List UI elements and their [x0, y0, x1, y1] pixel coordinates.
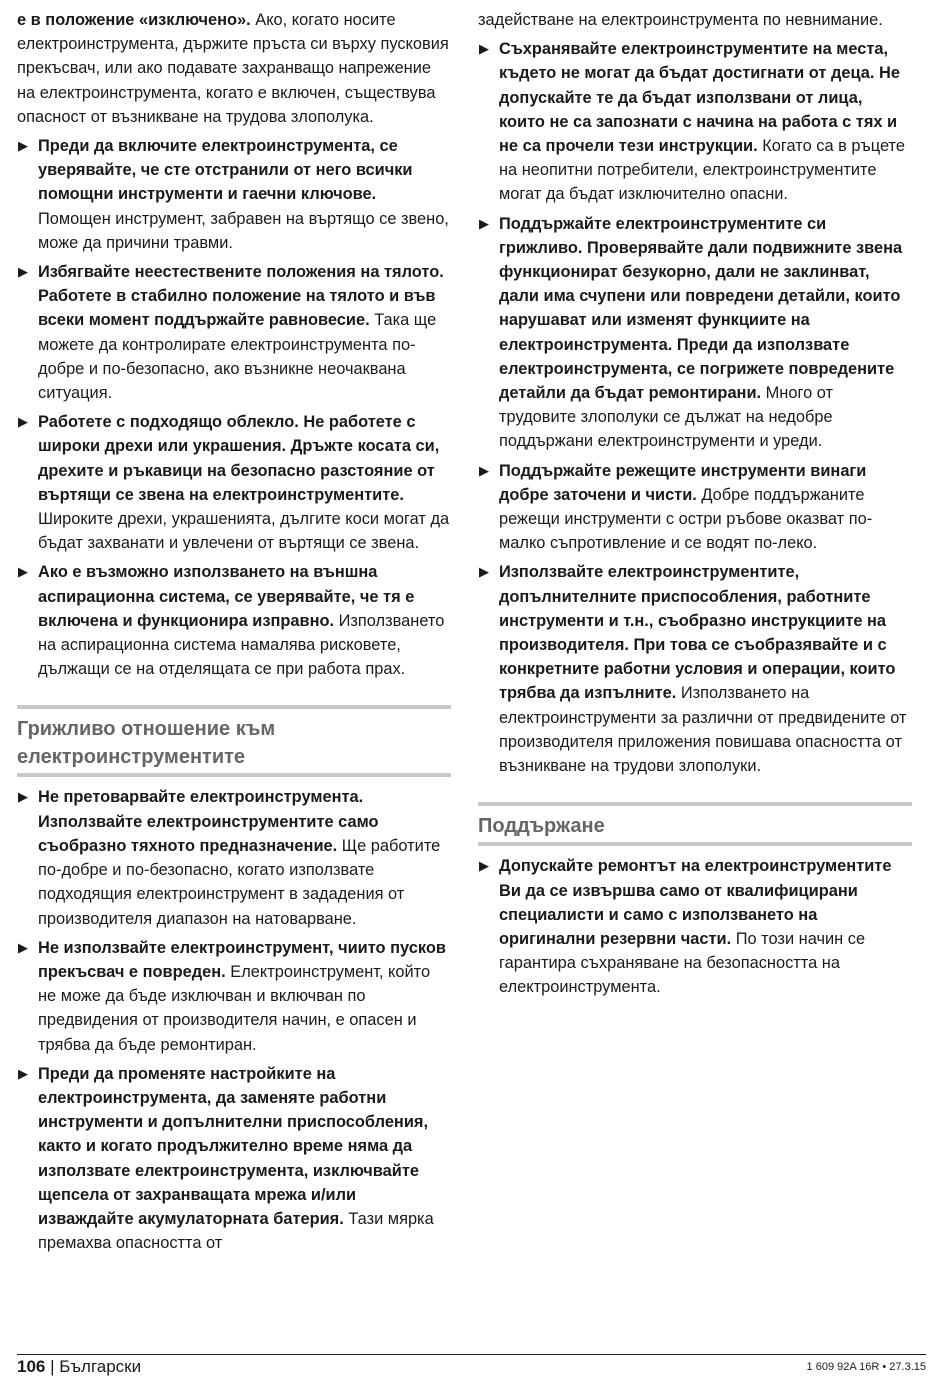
bullet-arrow-icon: ▶	[479, 858, 489, 874]
bullet-arrow-icon: ▶	[479, 215, 489, 231]
bullet-item: ▶ Ако е възможно използването на външна аспирационна система, се уверявайте, че тя е включена и функционира изправно. Използването на аспирационна система намалява рисковете, дължащи се на отделящата се при работа прах.	[17, 560, 451, 681]
section-heading-maintenance: Поддържане	[478, 802, 912, 846]
bullet-arrow-icon: ▶	[18, 138, 28, 154]
bullet-item: ▶ Преди да променяте настройките на електроинструмента, да заменяте работни инструменти и допълнителни приспособления, както и когато продължително време няма да използвате електроинструмента, изключвайте щепсела от захранващата мрежа и/или изваждайте акумулаторната батерия. Тази мярка премахва опасността от	[17, 1062, 451, 1256]
bullet-item: ▶ Не използвайте електроинструмент, чиито пусков прекъсвач е повреден. Електроинструмент, който не може да бъде изключван и включван по предвидения от производителя начин, е опасен и трябва да бъде ремонтиран.	[17, 936, 451, 1057]
bullet-arrow-icon: ▶	[18, 939, 28, 955]
document-code: 1 609 92A 16R • 27.3.15	[806, 1361, 926, 1373]
bullet-arrow-icon: ▶	[479, 41, 489, 57]
intro-paragraph: задействане на електроинструмента по невнимание.	[478, 11, 883, 29]
bullet-arrow-icon: ▶	[18, 1065, 28, 1081]
bullet-arrow-icon: ▶	[18, 414, 28, 430]
bullet-item: ▶ Допускайте ремонтът на електроинструментите Ви да се извършва само от квалифицирани специалисти и само с използването на оригинални резервни части. По този начин се гарантира съхраняване на безопасността на електроинструмента.	[478, 854, 912, 999]
bullet-arrow-icon: ▶	[479, 564, 489, 580]
intro-paragraph: е в положение «изключено». Ако, когато носите електроинструмента, държите пръста си върху пусковия прекъсвач, или ако подавате захранващо напрежение на електроинструмента, когато е включен, съществува опасност от възникване на трудова злополука.	[17, 11, 449, 126]
right-column	[478, 8, 912, 1000]
bullet-arrow-icon: ▶	[18, 564, 28, 580]
bullet-item: ▶ Използвайте електроинструментите, допълнителните приспособления, работните инструменти и т.н., съобразно инструкциите на производителя. При това се съобразявайте и с конкретните работни условия и операции, които трябва да изпълните. Използването на електроинструменти за различни от предвидените от производителя приложения повишава опасността от възникване на трудови злополуки.	[478, 560, 912, 778]
bullet-item: ▶ Съхранявайте електроинструментите на места, където не могат да бъдат достигнати от деца. Не допускайте те да бъдат използвани от лица, които не са запознати с начина на работа с тях и не са прочели тези инструкции. Когато са в ръцете на неопитни потребители, електроинструментите могат да бъдат изключително опасни.	[478, 37, 912, 206]
page-footer	[17, 1354, 926, 1377]
section-heading-care: Грижливо отношение към електроинструментите	[17, 705, 451, 777]
page-number: 106	[17, 1357, 46, 1376]
bullet-arrow-icon: ▶	[18, 789, 28, 805]
bullet-item: ▶ Поддържайте електроинструментите си грижливо. Проверявайте дали подвижните звена функционират безукорно, дали не заклинват, дали има счупени или повредени детайли, които нарушават или изменят функциите на електроинструмента. Преди да използвате електроинструмента, се погрижете повредените детайли да бъдат ремонтирани. Много от трудовите злополуки се дължат на недобре поддържани електроинструменти и уреди.	[478, 212, 912, 454]
bullet-item: ▶ Избягвайте неестествените положения на тялото. Работете в стабилно положение на тялото и във всеки момент поддържайте равновесие. Така ще можете да контролирате електроинструмента по-добре и по-безопасно, ако възникне неочаквана ситуация.	[17, 260, 451, 405]
bullet-arrow-icon: ▶	[18, 264, 28, 280]
bullet-item: ▶ Не претоварвайте електроинструмента. Използвайте електроинструментите само съобразно тяхното предназначение. Ще работите по-добре и по-безопасно, когато използвате подходящия електроинструмент в зададения от производителя диапазон на натоварване.	[17, 785, 451, 930]
footer-language: Български	[59, 1357, 142, 1376]
left-column	[17, 8, 451, 1255]
bullet-item: ▶ Преди да включите електроинструмента, се уверявайте, че сте отстранили от него всички помощни инструменти и гаечни ключове. Помощен инструмент, забравен на въртящо се звено, може да причини травми.	[17, 134, 451, 255]
bullet-arrow-icon: ▶	[479, 462, 489, 478]
bullet-item: ▶ Поддържайте режещите инструменти винаги добре заточени и чисти. Добре поддържаните режещи инструменти с остри ръбове оказват по-малко съпротивление и се водят по-леко.	[478, 459, 912, 556]
bullet-item: ▶ Работете с подходящо облекло. Не работете с широки дрехи или украшения. Дръжте косата си, дрехите и ръкавици на безопасно разстояние от въртящи се звена на електроинструментите. Широките дрехи, украшенията, дългите коси могат да бъдат захванати и увлечени от въртящи се звена.	[17, 410, 451, 555]
footer-separator: |	[45, 1357, 60, 1376]
